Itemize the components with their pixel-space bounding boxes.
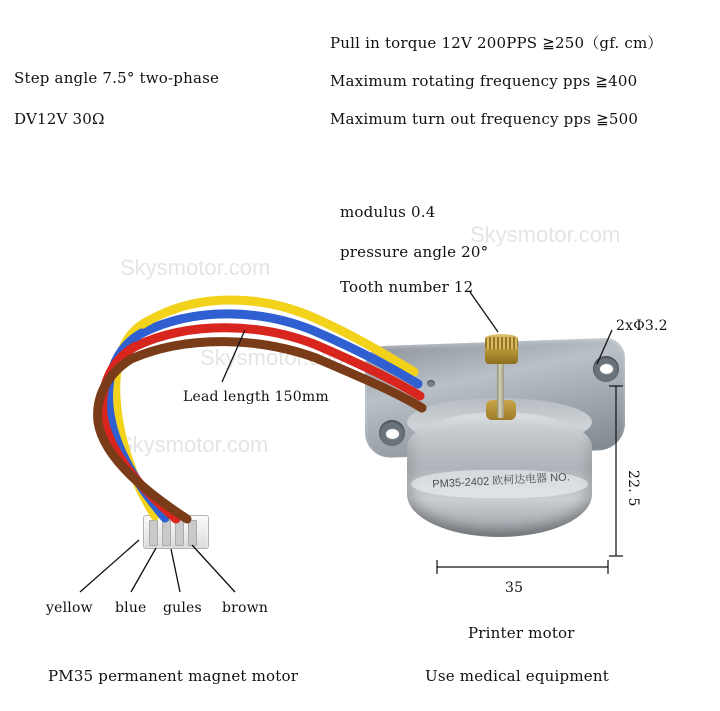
wire-yellow-down bbox=[116, 320, 155, 516]
plate-small-hole-1 bbox=[427, 380, 435, 387]
watermark-2: Skysmotor.com bbox=[200, 345, 351, 370]
connector-slot-3 bbox=[175, 520, 184, 546]
leader-brown bbox=[192, 545, 235, 592]
wire-label-brown: brown bbox=[222, 600, 269, 616]
wire-blue-down bbox=[109, 333, 165, 518]
connector-slot-2 bbox=[162, 520, 171, 546]
connector-slot-1 bbox=[149, 520, 158, 546]
spec-step-angle: Step angle 7.5° two-phase bbox=[14, 69, 220, 87]
gear-spec-modulus: modulus 0.4 bbox=[340, 203, 436, 221]
motor-part-number: PM35-2402 欧柯达电器 NO. bbox=[432, 471, 571, 491]
leader-yellow bbox=[80, 540, 139, 592]
callout-lead-length: Lead length 150mm bbox=[183, 389, 329, 405]
spec-pull-in-torque: Pull in torque 12V 200PPS ≧250（gf. cm） bbox=[330, 34, 663, 52]
watermark-3: Skysmotor.com bbox=[118, 432, 269, 457]
dimension-height: 22. 5 bbox=[625, 470, 641, 507]
caption-printer-motor: Printer motor bbox=[468, 624, 575, 642]
callout-mounting-holes: 2xΦ3.2 bbox=[616, 318, 668, 334]
spec-max-rotating-frequency: Maximum rotating frequency pps ≧400 bbox=[330, 72, 638, 90]
wire-connector bbox=[143, 515, 209, 549]
spec-voltage-resistance: DV12V 30Ω bbox=[14, 110, 105, 128]
leader-blue bbox=[131, 548, 156, 592]
mounting-hole-right bbox=[599, 363, 614, 375]
leader-gules bbox=[171, 549, 180, 592]
watermark-1: Skysmotor.com bbox=[120, 255, 271, 280]
watermark-4: Skysmotor.com bbox=[470, 222, 621, 247]
mounting-hole-left bbox=[385, 428, 400, 440]
caption-medical-equipment: Use medical equipment bbox=[425, 667, 609, 685]
pinion-gear-teeth bbox=[485, 337, 518, 349]
caption-left: PM35 permanent magnet motor bbox=[48, 667, 299, 685]
stepper-motor-illustration bbox=[355, 320, 645, 580]
dimension-width: 35 bbox=[505, 580, 524, 596]
connector-slot-4 bbox=[188, 520, 197, 546]
gear-spec-pressure-angle: pressure angle 20° bbox=[340, 243, 489, 261]
spec-max-turn-out-frequency: Maximum turn out frequency pps ≧500 bbox=[330, 110, 639, 128]
gear-spec-tooth-number: Tooth number 12 bbox=[340, 278, 474, 296]
wire-label-blue: blue bbox=[115, 600, 147, 616]
motor-shaft bbox=[497, 356, 504, 418]
wire-label-yellow: yellow bbox=[46, 600, 93, 616]
wire-label-gules: gules bbox=[163, 600, 202, 616]
